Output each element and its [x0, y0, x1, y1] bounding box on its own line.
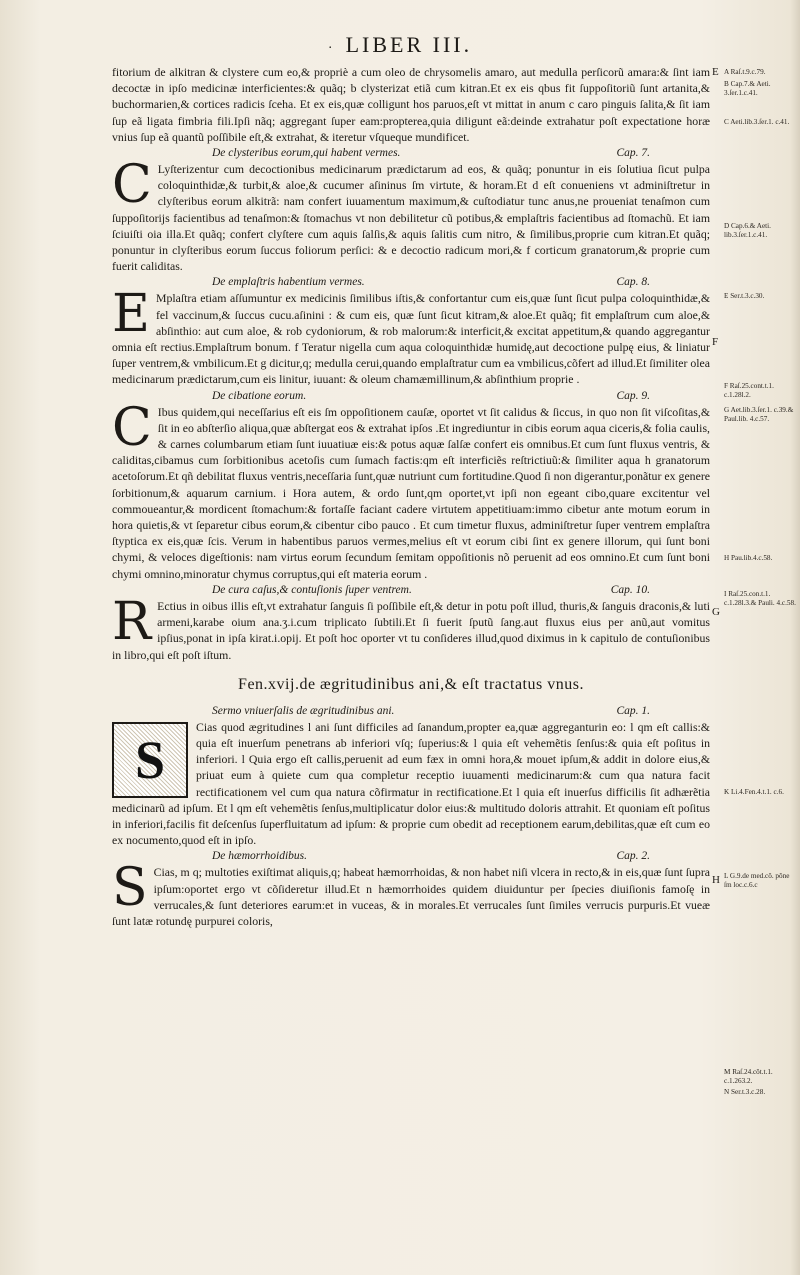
- note-text: G.9.de med.cõ. põne ſm loc.c.6.c: [724, 872, 790, 889]
- note-mark: K: [724, 788, 730, 796]
- note-text: Pau.lib.4.c.58.: [731, 554, 773, 562]
- illuminated-initial: [112, 722, 188, 798]
- chapter-8-text: [112, 284, 710, 387]
- chapter-number: Cap. 9.: [616, 389, 650, 402]
- note-text: Li.4.Fen.4.t.1. c.6.: [731, 788, 784, 796]
- note-mark: I: [724, 590, 727, 598]
- gutter-letter: E: [712, 66, 719, 78]
- chapter-title: De clysteribus eorum,qui habent vermes.: [212, 147, 401, 160]
- drop-cap: C: [112, 397, 152, 458]
- paragraph-continuation: fitorium de alkitran & clystere cum eo,& propriè a cum oleo de chrysomelis amaro, aut medulla perſicorũ amara:& ſint iam decoctæ in ipſo medicinæ interficientes:& quãq; b clysterizat etiã cum kitran.Et ex eis qbus fit ſuppoſitoriũ ſunt artanita,& buchormarien,& cortices radicis ſceha. Et ex eis,quæ colligunt hos paruos,eſt vt mittat in anum c caro pinguis ſalita,& ſit iam ſup eã ligata fimbria fili.Ipſi nãq; aggregant ſuper eam:propterea,quia diligunt eã:deinde extrahatur poſt expectatione horæ vnius ſup eã quantũ poſſibile eſt,& extrahat, & iteretur vſqueque mundificet.: [112, 65, 710, 144]
- note-text: Cap.6.& Aeti. lib.3.ſer.1.c.41.: [724, 222, 771, 239]
- chapter-number: Cap. 7.: [616, 147, 650, 160]
- chapter-9-text: [112, 397, 710, 582]
- margin-note: [724, 554, 796, 563]
- note-text: Aeti.lib.3.ſer.1. c.41.: [730, 118, 790, 126]
- note-mark: N: [724, 1088, 730, 1096]
- drop-cap: E: [112, 284, 150, 345]
- note-mark: L: [724, 872, 729, 880]
- chapter-title: De hæmorrhoidibus.: [212, 850, 307, 863]
- note-text: Ser.t.3.c.28.: [731, 1088, 766, 1096]
- margin-note: [724, 68, 796, 77]
- chapter-heading-10: [112, 582, 710, 598]
- note-mark: G: [724, 406, 730, 414]
- note-mark: C: [724, 118, 729, 126]
- margin-note: [724, 872, 796, 890]
- gutter-letter: H: [712, 874, 720, 886]
- margin-note: [724, 788, 796, 797]
- chapter-title: De cibatione eorum.: [212, 389, 307, 402]
- note-text: Aet.lib.3.ſer.1. c.39.& Paul.lib. 4.c.57.: [724, 406, 794, 423]
- sermo-text: [112, 719, 710, 849]
- chapter-2-text: [112, 858, 710, 929]
- chapter-9-body: Ibus quidem,qui neceſſarius eſt eis ſm oppoſitionem cauſæ, oportet vt ſit calidus & ſiccus, in quo non ſit viſcoſitas,& ſit in eo abſterſio aliqua,quæ abſtergat eos & extrahat ipſos .Et ingrediuntur in cibis eorum aqua ciceris,& folia caulis, & carnes columbarum etiam ſunt iuuatiuæ eis:& potus aquæ ſalſæ confert eis omnibus.Et cum ſunt fluxus ventris, & caliditas,cibamus cum ſorbitionibus acetoſis cum ſumach factis:qm eſt interficiẽs reſtrictiuũ:& ſimiliter aqua h granatorum acetoſorum.Et qñ debilitat fluxus ventris,neceſſaria ſunt,quæ nutriunt cum fortitudine.Quod ſi non digerantur,ponãtur ex genere ſorbitionum,& aquarum carnium. i Hora autem, & ordo ſunt,qm oportet,vt ipſi non egeant cibo,quare excitentur vel commoueantur,& mordicent ſtomachum:& fortaſſe faciant cadere virtutem appetitiuam:immo cibetur ante motum eorum in hora quietis,& vt ſeparetur cibus eorum,& cibentur cibo pauco . Et cum timetur fluxus, adminiſtretur ſuper ventrem emplaſtra ſtyptica ex eis,quæ ſcis. Verum in habentibus paruos vermes,melius eſt vt eorum cibi ſint ex genere illorum, qui ſunt boni chymi, & veloces digeſtionis: nam virtus eorum ſecundum ſemitam oppoſitionis nõ peruenit ad eos omnino.Et cum ſunt boni chymi omnino,minoratur chymus corruptus,qui eſt materia eorum .: [112, 404, 710, 581]
- margin-note: [724, 382, 796, 400]
- drop-cap: S: [112, 858, 148, 919]
- note-text: Raſ.t.9.c.79.: [730, 68, 766, 76]
- chapter-number: Cap. 1.: [616, 704, 650, 717]
- chapter-title: De emplaſtris habentium vermes.: [212, 276, 365, 289]
- margin-note: [724, 1068, 796, 1086]
- illuminated-letter: S: [134, 729, 166, 790]
- chapter-7-body: Lyſterizentur cum decoctionibus medicinarum prædictarum ad eos, & quãq; ponuntur in eis ſolutiua ſicut pulpa coloquinthidæ,& turbit,& aloe,& cucumer aſininus ſm virtute, & horam.Et d eſt conueniens vt adminiſtretur in clyſteribus eorum alkitrã: nam confert iuuamentum maximum,& cuſtodiatur tunc anus,ne proueniat tenaſmon cum ſuppoſitorijs facientibus ad tenaſmon:& ſtomachus vt non debilitetur cũ potibus,& emplaſtris facientibus ad ſtomachũ. Et iam ſciuiſti oia illa.Et quãq; confert clyſtere cum aquis ſalſis,& aquis ſalitis cum nitro, & ſimilibus,proprie cum kitran.Et quãq; ponuntur in clyſteribus eorum ſuccus foliorum perſici: & e decoctio radicum mori,& f corticum granatorum,& proprie cum fuerit caliditas.: [112, 162, 710, 274]
- gutter-letter: F: [712, 336, 719, 348]
- chapter-heading-7: [112, 145, 710, 161]
- chapter-10-body: Ectius in oibus illis eſt,vt extrahatur ſanguis ſi poſſibile eſt,& detur in potu poſt illud, thuris,& ſanguis draconis,& luti armeni,karabe oium ana.ʒ.i.cum triplicato ſubtili.Et ſi fuerit ſputũ ſang.aut fluxus eius per anũ,aut vomitus ipſius,ponat in ipſa kirat.i.opij. Et poſt hoc oporter vt tu conſideres illud,quod diximus in k capitulo de contuſionibus in libro,qui eſt poſt iſtum.: [112, 598, 710, 662]
- note-text: Raſ.25.cont.t.1. c.1.28l.2.: [724, 382, 774, 399]
- note-text: Raſ.24.cõt.t.1. c.1.263.2.: [724, 1068, 773, 1085]
- note-text: Raſ.25.con.t.1. c.1.28l.3.& Pauli. 4.c.58.: [724, 590, 796, 607]
- note-mark: D: [724, 222, 730, 230]
- margin-note: [724, 590, 796, 608]
- drop-cap: R: [112, 591, 152, 652]
- margin-note: [724, 1088, 796, 1097]
- note-text: Ser.t.3.c.30.: [730, 292, 765, 300]
- chapter-number: Cap. 2.: [616, 850, 650, 863]
- note-mark: A: [724, 68, 729, 76]
- chapter-8-body: Mplaſtra etiam aſſumuntur ex medicinis ſimilibus iſtis,& confortantur cum eis,quæ ſunt ſicut pulpa coloquinthidæ,& fel vaccinum,& ſuccus cucu.aſinini : & cum eis, quæ ſunt ſicut kitram,& aloe.Et quãq; fit emplaſtrum cum aloe,& abſinthio: aut cum aloe, & rob cydoniorum, & rob malorum:& interficit,& excitat appetitum,& quando aggregantur omnia eſt rectius.Emplaſtrum bonum. f Teratur nigella cum aqua coloquinthidæ humidę,aut decoctione pulpę eius, & liniatur ſuper ventrem,& vmbilicum.Et g dicitur,q; medulla cerui,quando emplaſtratur cum ea vmbilicus,cõfert ad illud.Et ſimiliter olea medicinarum prædictarum,cum eis linitur, iuuant: & oleum chamæmillinum,& abſinthium proprie .: [112, 291, 710, 387]
- fen-heading: Fen.xvij.de ægritudinibus ani,& eſt tractatus vnus.: [238, 675, 584, 693]
- gutter-letter: G: [712, 606, 720, 618]
- note-mark: H: [724, 554, 730, 562]
- margin-note: [724, 80, 796, 98]
- chapter-10-text: [112, 591, 710, 663]
- sermo-body: Cias quod ægritudines l ani ſunt difficiles ad ſanandum,propter ea,quæ aggreganturin eo: l qm eſt callis:& quia eſt inuerſum penetrans ab inferiori vſq; ſuperius:& l quia eſt vehemẽtis ſenſus:& quia eſt poſitus in inferiori. l Quia ergo eſt callis,peruenit ad eum fæx in omni hora,& mouet ipſum,& addit in dolore eius,& priuat eum à quiete cum qua completur receptio iuuamenti medicinarum:& cum qua natura facit rectificationem vel cum qua natura cõfirmatur in rectificatione.Et l quia eſt inuerſus difficilis ſit adhærẽtia medicinarũ ad ipſum. Et l qm eſt vehemẽtis ſenſus,multiplicatur dolor eius:& multitudo doloris attrahit. Et quoniam eſt poſitus in inferiori,facilis fit deſcenſus ſuperfluitatum ad ipſum: & proprie cum obedit ad receptionem earum,debilitas,quæ eſt cum eo ex nocumento,quod eſt in ipſo.: [112, 719, 710, 848]
- chapter-title: De cura caſus,& contuſionis ſuper ventrem.: [212, 583, 412, 596]
- note-mark: M: [724, 1068, 731, 1076]
- chapter-2-body: Cias, m q; multoties exiſtimat aliquis,q; habeat hæmorrhoidas, & non habet niſi vlcera in recto,& in eis,quæ ſunt ſupra ipſum:oportet ergo vt cõſideretur illud.Et n hæmorrhoides quidem diuiduntur per ſpecies diuiſionis famoſę in verrucales,& ſunt deteriores earum:et in vuceas, & in morales.Et verrucales ſunt ſimiles verrucis purpuris.Et vueæ ſunt latæ rotundę purpurei coloris,: [112, 865, 710, 928]
- note-mark: B: [724, 80, 729, 88]
- chapter-number: Cap. 8.: [616, 276, 650, 289]
- chapter-title: Sermo vniuerſalis de ægritudinibus ani.: [212, 704, 395, 717]
- header-dots: ·: [327, 41, 336, 56]
- margin-note: [724, 222, 796, 240]
- margin-note: [724, 118, 796, 127]
- chapter-heading-2: [112, 848, 710, 864]
- chapter-7-text: [112, 155, 710, 274]
- sermo-heading: [112, 703, 710, 719]
- margin-note: [724, 292, 796, 301]
- chapter-number: Cap. 10.: [610, 583, 650, 596]
- note-mark: F: [724, 382, 728, 390]
- drop-cap: C: [112, 155, 152, 216]
- chapter-heading-8: [112, 274, 710, 290]
- chapter-heading-9: [112, 388, 710, 404]
- note-text: Cap.7.& Aeti. 3.ſer.1.c.41.: [724, 80, 771, 97]
- main-text-column: [112, 64, 710, 929]
- note-mark: E: [724, 292, 729, 300]
- running-header: [0, 32, 800, 58]
- book-title: LIBER III.: [345, 32, 473, 57]
- margin-note: [724, 406, 796, 424]
